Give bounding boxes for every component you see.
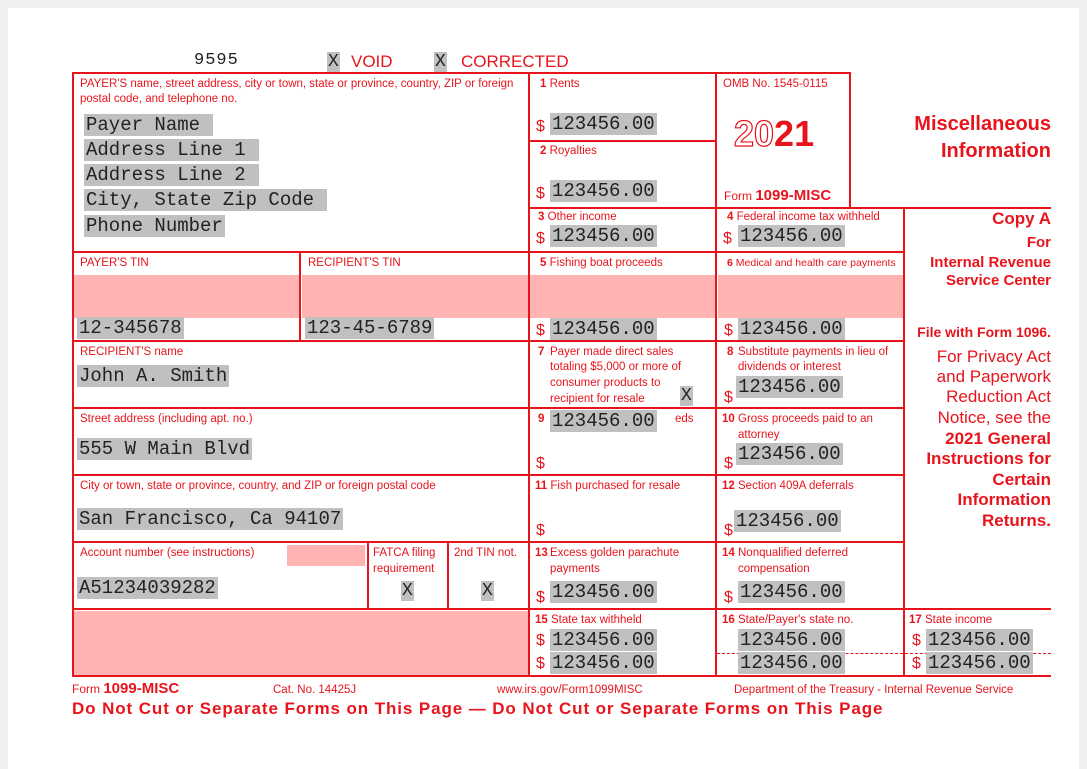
title-line2: Information	[941, 140, 1051, 162]
box9-label-tail: eds	[675, 413, 694, 425]
vline-mid	[528, 72, 530, 677]
payer-phone[interactable]: Phone Number	[86, 215, 223, 237]
tax-year: 2021	[734, 113, 815, 154]
recipient-tin-value[interactable]: 123-45-6789	[307, 317, 433, 339]
line-row4	[72, 340, 904, 342]
box9-num: 9	[538, 413, 545, 425]
instr-5: Returns.	[982, 511, 1051, 530]
box3-label: 3 Other income	[538, 211, 617, 223]
box6-value[interactable]: 123456.00	[740, 318, 843, 340]
instr-1: 2021 General	[945, 429, 1051, 448]
box12-value[interactable]: 123456.00	[736, 510, 839, 532]
footer-warning: Do Not Cut or Separate Forms on This Page — Do Not Cut or Separate Forms on This Page	[72, 699, 884, 718]
payer-address-2[interactable]: Address Line 2	[86, 164, 258, 186]
box13-label-2: payments	[550, 563, 600, 575]
vline-fatca	[367, 541, 369, 610]
box15-label: 15 State tax withheld	[535, 614, 642, 626]
footer-url: www.irs.gov/Form1099MISC	[497, 684, 643, 696]
box12-dollar: $	[724, 522, 733, 539]
box17-value-2[interactable]: 123456.00	[928, 652, 1031, 674]
box14-label-2: compensation	[738, 563, 810, 575]
box2-label: 2 Royalties	[540, 145, 597, 157]
box9-value[interactable]: 123456.00	[552, 410, 655, 432]
form-code: 9595	[194, 51, 239, 70]
account-label: Account number (see instructions)	[80, 547, 255, 559]
box15-value-2[interactable]: 123456.00	[552, 652, 655, 674]
box6-fill	[718, 275, 904, 318]
box5-dollar: $	[536, 322, 545, 339]
omb-number: OMB No. 1545-0115	[723, 78, 828, 90]
bottom-left-fill	[74, 611, 528, 675]
box17-dollar-2: $	[912, 655, 921, 672]
copy-for: For	[1026, 234, 1051, 251]
privacy-1: For Privacy Act	[936, 347, 1051, 366]
box16-label: 16 State/Payer's state no.	[722, 614, 854, 626]
box17-value-1[interactable]: 123456.00	[928, 629, 1031, 651]
box14-label-1: Nonqualified deferred	[738, 547, 848, 559]
vline-omb	[849, 72, 851, 209]
copy-irs1: Internal Revenue	[930, 254, 1051, 271]
box8-label-2: dividends or interest	[738, 361, 841, 373]
fatca-checkbox[interactable]: X	[402, 581, 413, 601]
box16-value-2[interactable]: 123456.00	[740, 652, 843, 674]
box15-dollar-1: $	[536, 632, 545, 649]
box8-dollar: $	[724, 389, 733, 406]
box7-num: 7	[538, 346, 545, 358]
box2-value[interactable]: 123456.00	[552, 180, 655, 202]
box13-dollar: $	[536, 589, 545, 606]
box6-label: 6 Medical and health care payments	[727, 257, 896, 269]
payer-city[interactable]: City, State Zip Code	[86, 189, 326, 211]
box5-fill	[530, 275, 716, 318]
file-with: File with Form 1096.	[917, 324, 1051, 340]
box1-value[interactable]: 123456.00	[552, 113, 655, 135]
box3-dollar: $	[536, 230, 545, 247]
box15-dollar-2: $	[536, 655, 545, 672]
box17-dollar-1: $	[912, 632, 921, 649]
box10-value[interactable]: 123456.00	[738, 443, 841, 465]
box17-label: 17 State income	[909, 614, 993, 626]
recipient-tin-fill	[302, 275, 528, 318]
void-label: VOID	[351, 52, 393, 71]
box11-label: 11 Fish purchased for resale	[535, 480, 681, 492]
tin2-checkbox[interactable]: X	[482, 581, 493, 601]
line-row5	[72, 407, 904, 409]
city-label: City or town, state or province, country, and ZIP or foreign postal code	[80, 480, 436, 492]
line-row3	[72, 251, 904, 253]
box7-label-3: consumer products to	[550, 377, 661, 389]
footer-dept: Department of the Treasury - Internal Revenue Service	[734, 684, 1014, 696]
payer-tin-fill	[74, 275, 300, 318]
street-label: Street address (including apt. no.)	[80, 413, 253, 425]
box5-label: 5 Fishing boat proceeds	[540, 257, 663, 269]
box14-dollar: $	[724, 589, 733, 606]
box14-num: 14	[722, 547, 735, 559]
omb-form: Form 1099-MISC	[724, 187, 832, 204]
box13-num: 13	[535, 547, 548, 559]
box10-label-1: Gross proceeds paid to an	[738, 413, 873, 425]
box14-value[interactable]: 123456.00	[740, 581, 843, 603]
box3-value[interactable]: 123456.00	[552, 225, 655, 247]
payer-name[interactable]: Payer Name	[86, 114, 212, 136]
void-checkbox[interactable]: X	[328, 52, 339, 72]
line-b1	[528, 140, 716, 142]
box7-label-4: recipient for resale	[550, 393, 645, 405]
instr-2: Instructions for	[926, 449, 1051, 468]
box16-value-1[interactable]: 123456.00	[740, 629, 843, 651]
box7-label-2: totaling $5,000 or more of	[550, 361, 682, 373]
copy-a: Copy A	[992, 209, 1051, 228]
fatca-label-1: FATCA filing	[373, 547, 436, 559]
box7-label-1: Payer made direct sales	[550, 346, 674, 358]
corrected-label: CORRECTED	[461, 52, 569, 71]
box10-label-2: attorney	[738, 429, 780, 441]
box8-num: 8	[727, 346, 734, 358]
payer-label: PAYER'S name, street address, city or town, state or province, country, ZIP or foreign postal code, and telephone no.	[80, 78, 514, 105]
copy-irs2: Service Center	[945, 272, 1051, 289]
account-fill	[287, 545, 365, 566]
payer-tin-label: PAYER'S TIN	[80, 257, 149, 269]
instr-4: Information	[957, 490, 1051, 509]
account-value[interactable]: A51234039282	[79, 577, 216, 599]
box11-dollar: $	[536, 522, 545, 539]
box13-value[interactable]: 123456.00	[552, 581, 655, 603]
payer-address-1[interactable]: Address Line 1	[86, 139, 258, 161]
vline-copy	[903, 207, 905, 677]
box1-label: 1 Rents	[540, 78, 580, 90]
title-line1: Miscellaneous	[914, 113, 1051, 135]
recipient-name-label: RECIPIENT'S name	[80, 346, 184, 358]
box1-dollar: $	[536, 118, 545, 135]
box7-checkbox[interactable]: X	[681, 386, 692, 406]
box4-dollar: $	[723, 230, 732, 247]
tin2-label: 2nd TIN not.	[454, 547, 518, 559]
instr-3: Certain	[992, 470, 1051, 489]
left-border	[72, 72, 74, 677]
box10-num: 10	[722, 413, 735, 425]
box10-dollar: $	[724, 455, 733, 472]
box13-label-1: Excess golden parachute	[550, 547, 680, 559]
box9-dollar: $	[536, 455, 545, 472]
box5-value[interactable]: 123456.00	[552, 318, 655, 340]
payer-tin-value[interactable]: 12-345678	[79, 317, 182, 339]
box15-value-1[interactable]: 123456.00	[552, 629, 655, 651]
fatca-label-2: requirement	[373, 563, 435, 575]
privacy-3: Reduction Act	[946, 387, 1051, 406]
corrected-checkbox[interactable]: X	[435, 52, 446, 72]
line-row6	[72, 474, 904, 476]
vline-mid2	[715, 72, 717, 677]
line-row7	[72, 541, 904, 543]
privacy-2: and Paperwork	[936, 367, 1051, 386]
box8-label-1: Substitute payments in lieu of	[738, 346, 889, 358]
vline-tin2	[447, 541, 449, 610]
vline-tin	[299, 251, 301, 342]
box2-dollar: $	[536, 185, 545, 202]
footer-cat: Cat. No. 14425J	[273, 684, 357, 696]
box8-value[interactable]: 123456.00	[738, 376, 841, 398]
box4-label: 4 Federal income tax withheld	[727, 211, 880, 223]
recipient-name-value[interactable]: John A. Smith	[79, 365, 228, 387]
recipient-tin-label: RECIPIENT'S TIN	[308, 257, 401, 269]
box12-label: 12 Section 409A deferrals	[722, 480, 854, 492]
footer-form: Form 1099-MISC	[72, 680, 180, 697]
box4-value[interactable]: 123456.00	[740, 225, 843, 247]
top-border	[72, 72, 851, 74]
city-value[interactable]: San Francisco, Ca 94107	[79, 508, 342, 530]
privacy-4: Notice, see the	[937, 408, 1051, 427]
street-value[interactable]: 555 W Main Blvd	[79, 438, 251, 460]
box6-dollar: $	[724, 322, 733, 339]
